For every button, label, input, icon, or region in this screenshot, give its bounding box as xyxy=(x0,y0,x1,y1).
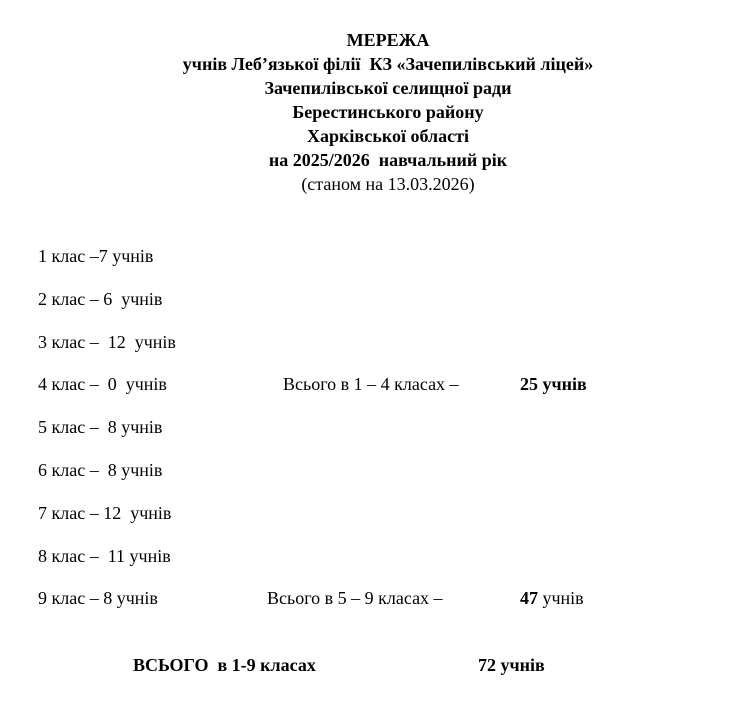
subtotal-secondary-value xyxy=(520,587,584,609)
class-row: 6 клас – 8 учнів xyxy=(38,460,163,480)
document-title: МЕРЕЖА xyxy=(346,30,430,50)
subtotal-secondary-unit: учнів xyxy=(538,588,584,608)
grand-total-label: ВСЬОГО в 1-9 класах xyxy=(133,655,316,675)
document-header xyxy=(0,28,750,196)
header-line: учнів Леб’язької філії КЗ «Зачепилівський ліцей» xyxy=(182,54,594,74)
class-row: 1 клас –7 учнів xyxy=(38,246,154,266)
header-date: (станом на 13.03.2026) xyxy=(301,174,475,194)
class-row: 3 клас – 12 учнів xyxy=(38,332,176,352)
class-row: 7 клас – 12 учнів xyxy=(38,503,172,523)
header-line: Харківської області xyxy=(307,126,469,146)
header-line: на 2025/2026 навчальний рік xyxy=(268,150,508,170)
class-row: 2 клас – 6 учнів xyxy=(38,289,163,309)
class-row: 4 клас – 0 учнів xyxy=(38,374,167,394)
subtotal-secondary-label: Всього в 5 – 9 класах – xyxy=(267,588,443,608)
grand-total-value: 72 учнів xyxy=(478,655,545,675)
subtotal-primary-value: 25 учнів xyxy=(520,374,587,394)
subtotal-secondary-number: 47 xyxy=(520,588,538,608)
header-line: Берестинського району xyxy=(292,102,484,122)
header-line: Зачепилівської селищної ради xyxy=(264,78,512,98)
subtotal-primary-label: Всього в 1 – 4 класах – xyxy=(283,374,459,394)
class-row: 8 клас – 11 учнів xyxy=(38,546,171,566)
class-row: 9 клас – 8 учнів xyxy=(38,588,158,608)
class-row: 5 клас – 8 учнів xyxy=(38,417,163,437)
